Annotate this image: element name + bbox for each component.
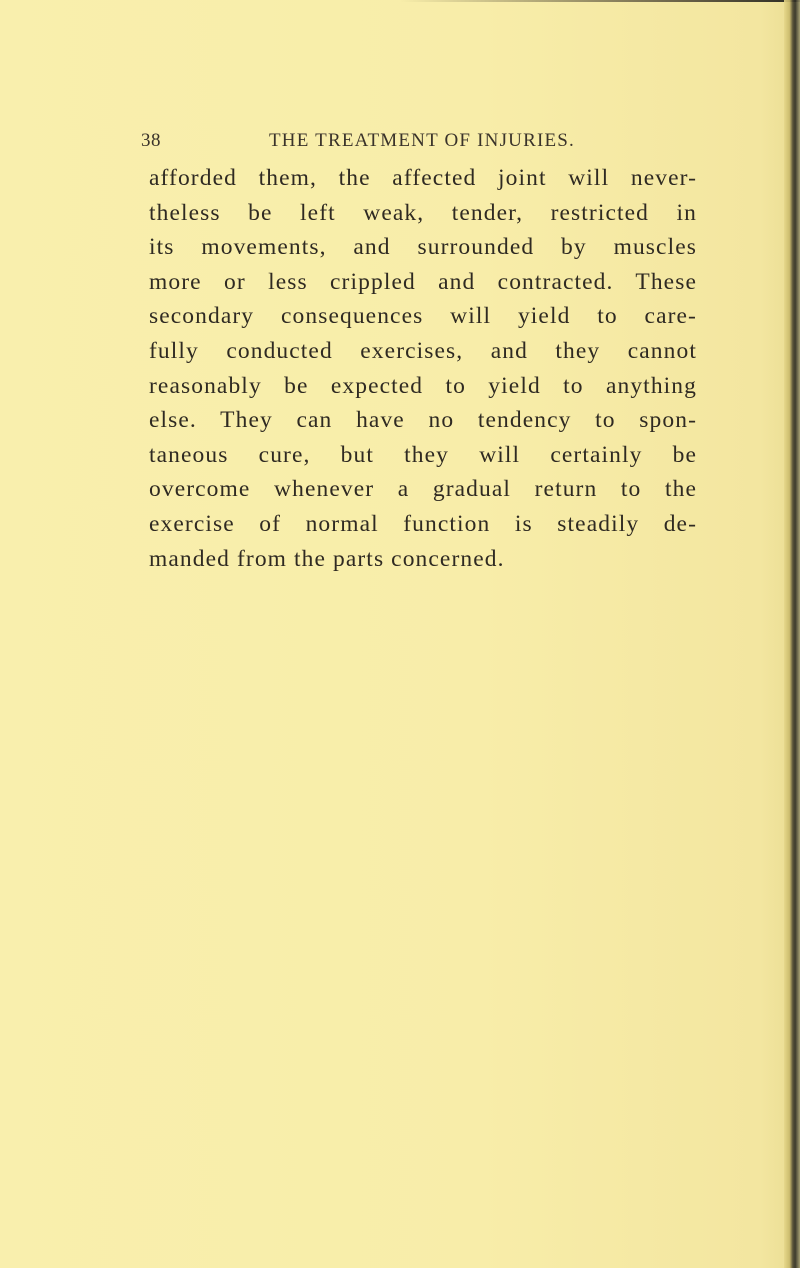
text-line: exercise of normal function is steadily de-: [149, 510, 697, 537]
text-line: more or less crippled and contracted. These: [149, 268, 697, 295]
text-line: manded from the parts concerned.: [149, 545, 505, 572]
running-head: [141, 130, 661, 160]
text-line: afforded them, the affected joint will never-: [149, 165, 697, 191]
text-line: reasonably be expected to yield to anything: [149, 372, 697, 399]
page-top-shadow: [0, 0, 800, 2]
text-line: theless be left weak, tender, restricted in: [149, 199, 697, 226]
text-line: secondary consequences will yield to care-: [149, 303, 697, 330]
body-paragraph: [149, 161, 709, 576]
page-edge-shadow: [784, 0, 800, 1268]
text-line: its movements, and surrounded by muscles: [149, 234, 697, 261]
text-line: taneous cure, but they will certainly be: [149, 441, 697, 468]
page-number: 38: [141, 130, 161, 151]
text-line: else. They can have no tendency to spon-: [149, 407, 697, 434]
running-head-title: THE TREATMENT OF INJURIES.: [269, 130, 576, 151]
text-line: fully conducted exercises, and they cannot: [149, 337, 697, 364]
text-line: overcome whenever a gradual return to the: [149, 476, 697, 503]
